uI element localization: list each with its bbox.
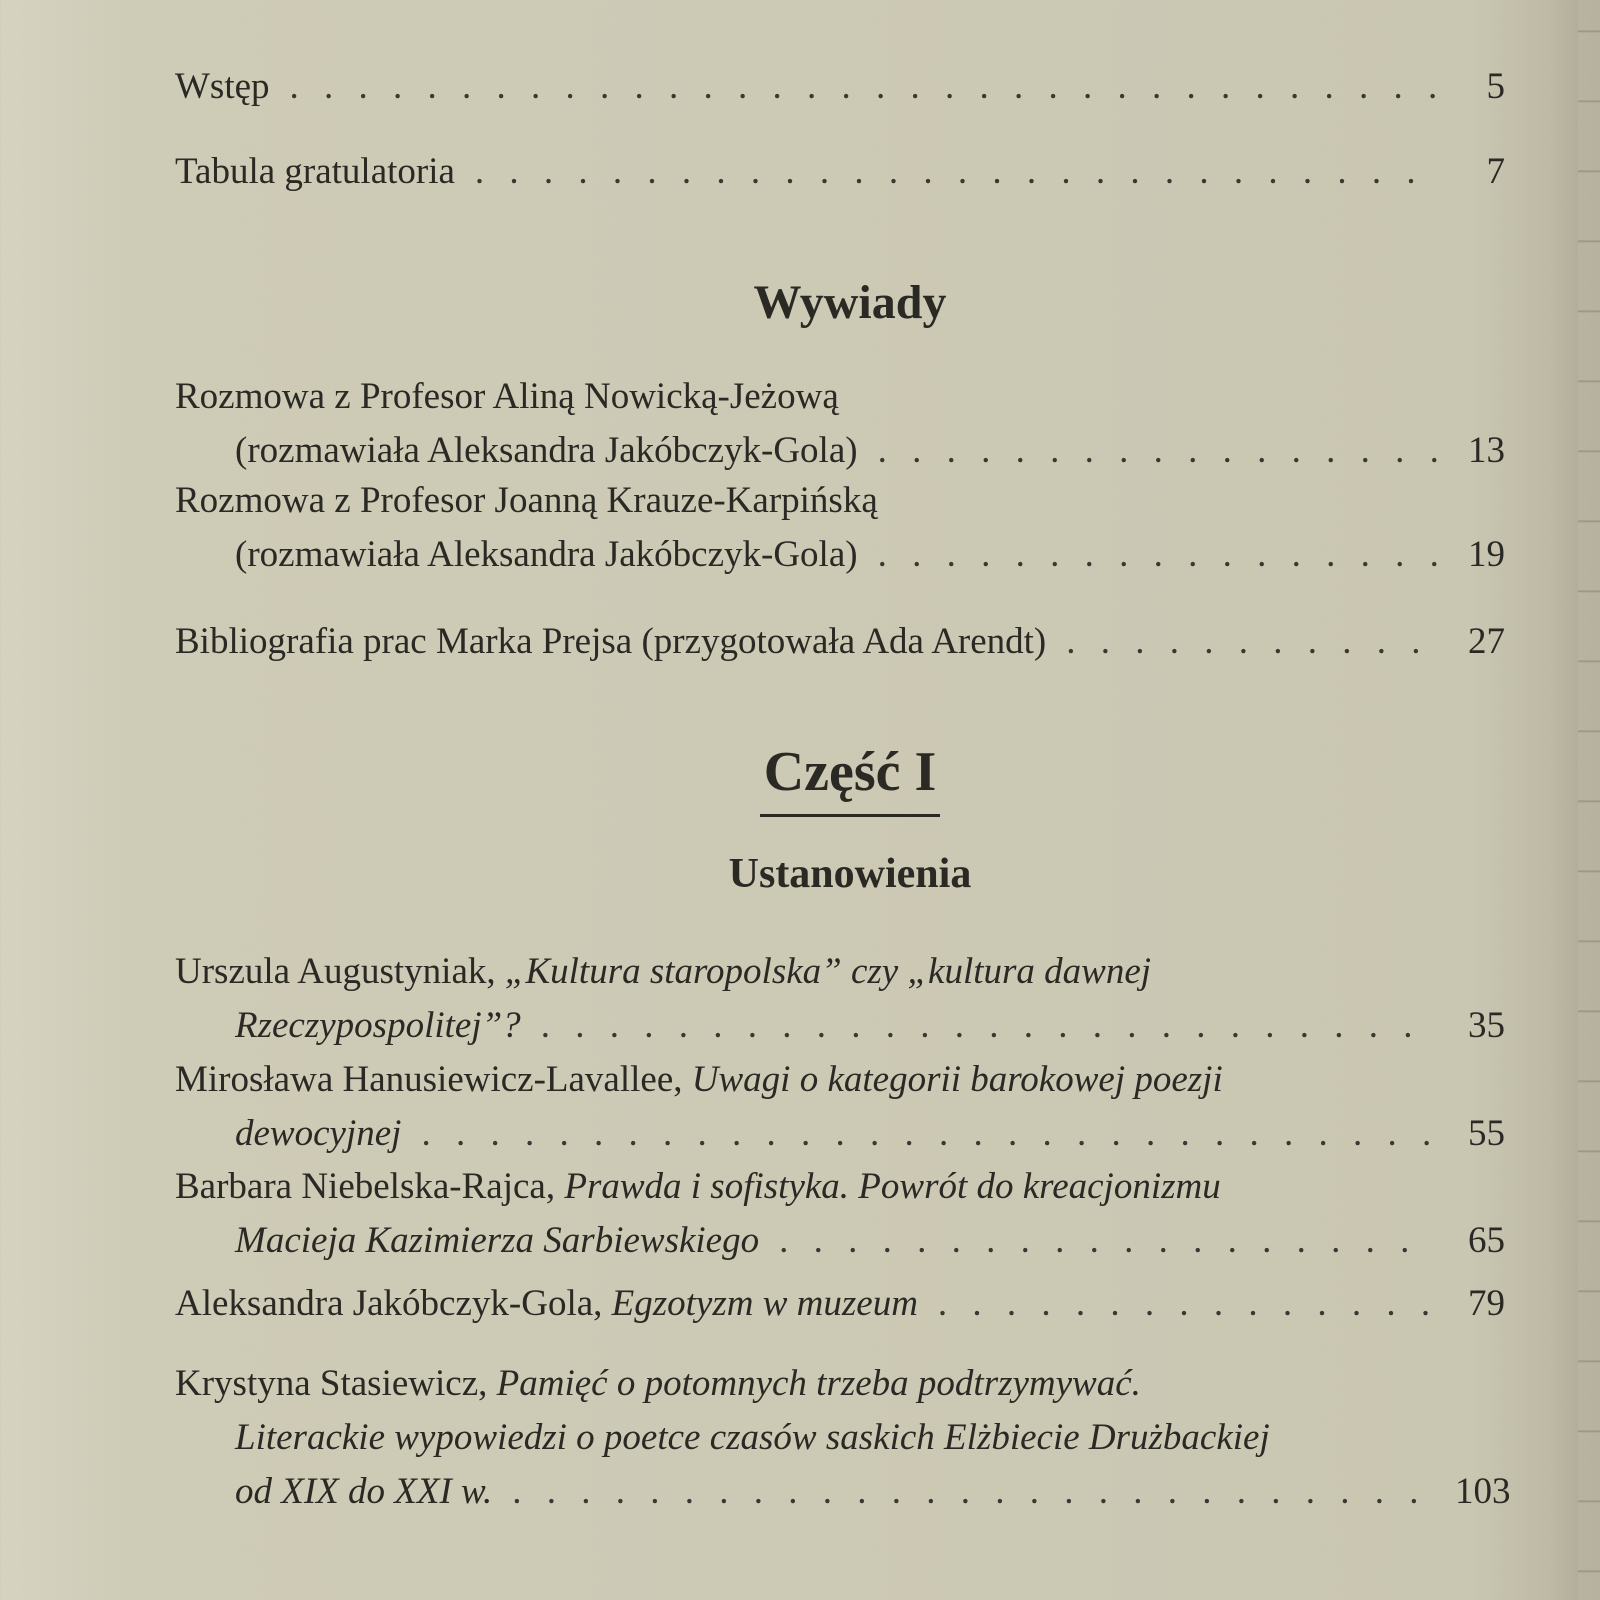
dot-leader [541,999,1437,1053]
section-heading-ustanowienia: Ustanowienia [728,851,972,897]
dot-leader [512,1465,1437,1519]
entry-title-cont: Macieja Kazimierza Sarbiewskiego [235,1220,760,1261]
entry-author: Barbara Niebelska-Rajca, [175,1166,556,1207]
page-number: 27 [1468,621,1505,662]
entry-author: Aleksandra Jakóbczyk-Gola, [175,1283,603,1324]
entry-subtitle: (rozmawiała Aleksandra Jakóbczyk-Gola) [235,534,858,575]
entry-author: Urszula Augustyniak, [175,951,496,992]
entry-title-cont: Literackie wypowiedzi o poetce czasów saskich Elżbiecie Drużbackiej [235,1417,1270,1458]
entry-title: Rozmowa z Profesor Aliną Nowicką-Jeżową [175,376,839,417]
entry-title-cont: od XIX do XXI w. [235,1471,493,1512]
page-number: 35 [1468,1005,1505,1046]
dot-leader [779,1214,1437,1268]
page-number: 13 [1468,430,1505,471]
entry-title: Bibliografia prac Marka Prejsa (przygotowała Ada Arendt) [175,621,1047,662]
entry-title: Pamięć o potomnych trzeba podtrzymywać. [496,1363,1141,1404]
dot-leader [1066,615,1437,669]
dot-leader [938,1277,1437,1331]
part-title: Część I [760,740,941,817]
toc-entry-interview-1 [175,370,1505,478]
toc-entry-bibliography [175,615,1505,669]
page-number: 103 [1455,1471,1511,1512]
entry-title-cont: dewocyjnej [235,1113,402,1154]
dot-leader [878,528,1437,582]
page-number: 7 [1486,151,1505,192]
entry-author: Mirosława Hanusiewicz-Lavallee, [175,1059,683,1100]
entry-subtitle: (rozmawiała Aleksandra Jakóbczyk-Gola) [235,430,858,471]
page-number: 65 [1468,1220,1505,1261]
entry-title: Uwagi o kategorii barokowej poezji [691,1059,1223,1100]
page-number: 55 [1468,1113,1505,1154]
page-number: 79 [1468,1283,1505,1324]
entry-author: Krystyna Stasiewicz, [175,1363,488,1404]
dot-leader [475,145,1437,199]
toc-entry-niebelska [175,1160,1505,1268]
page-number: 19 [1468,534,1505,575]
section-heading-wywiady: Wywiady [753,276,947,329]
dot-leader [878,424,1437,478]
entry-title-cont: Rzeczypospolitej”? [235,1005,521,1046]
toc-entry-augustyniak [175,945,1505,1053]
part-heading [0,740,1600,817]
entry-title: Prawda i sofistyka. Powrót do kreacjonizmu [564,1166,1221,1207]
toc-entry-wstep [175,60,1505,114]
entry-title: Rozmowa z Profesor Joanną Krauze-Karpińską [175,480,878,521]
dot-leader [421,1107,1437,1161]
entry-title: „Kultura staropolska” czy „kultura dawnej [504,951,1152,992]
page-number: 5 [1486,66,1505,107]
toc-entry-tabula [175,145,1505,199]
toc-entry-interview-2 [175,474,1505,582]
entry-title: Egzotyzm w muzeum [611,1283,918,1324]
entry-title: Tabula gratulatoria [175,151,455,192]
dot-leader [290,60,1437,114]
toc-entry-jakobczyk [175,1277,1505,1331]
toc-entry-stasiewicz [175,1357,1511,1519]
entry-title: Wstęp [175,66,270,107]
toc-entry-hanusiewicz [175,1053,1505,1161]
